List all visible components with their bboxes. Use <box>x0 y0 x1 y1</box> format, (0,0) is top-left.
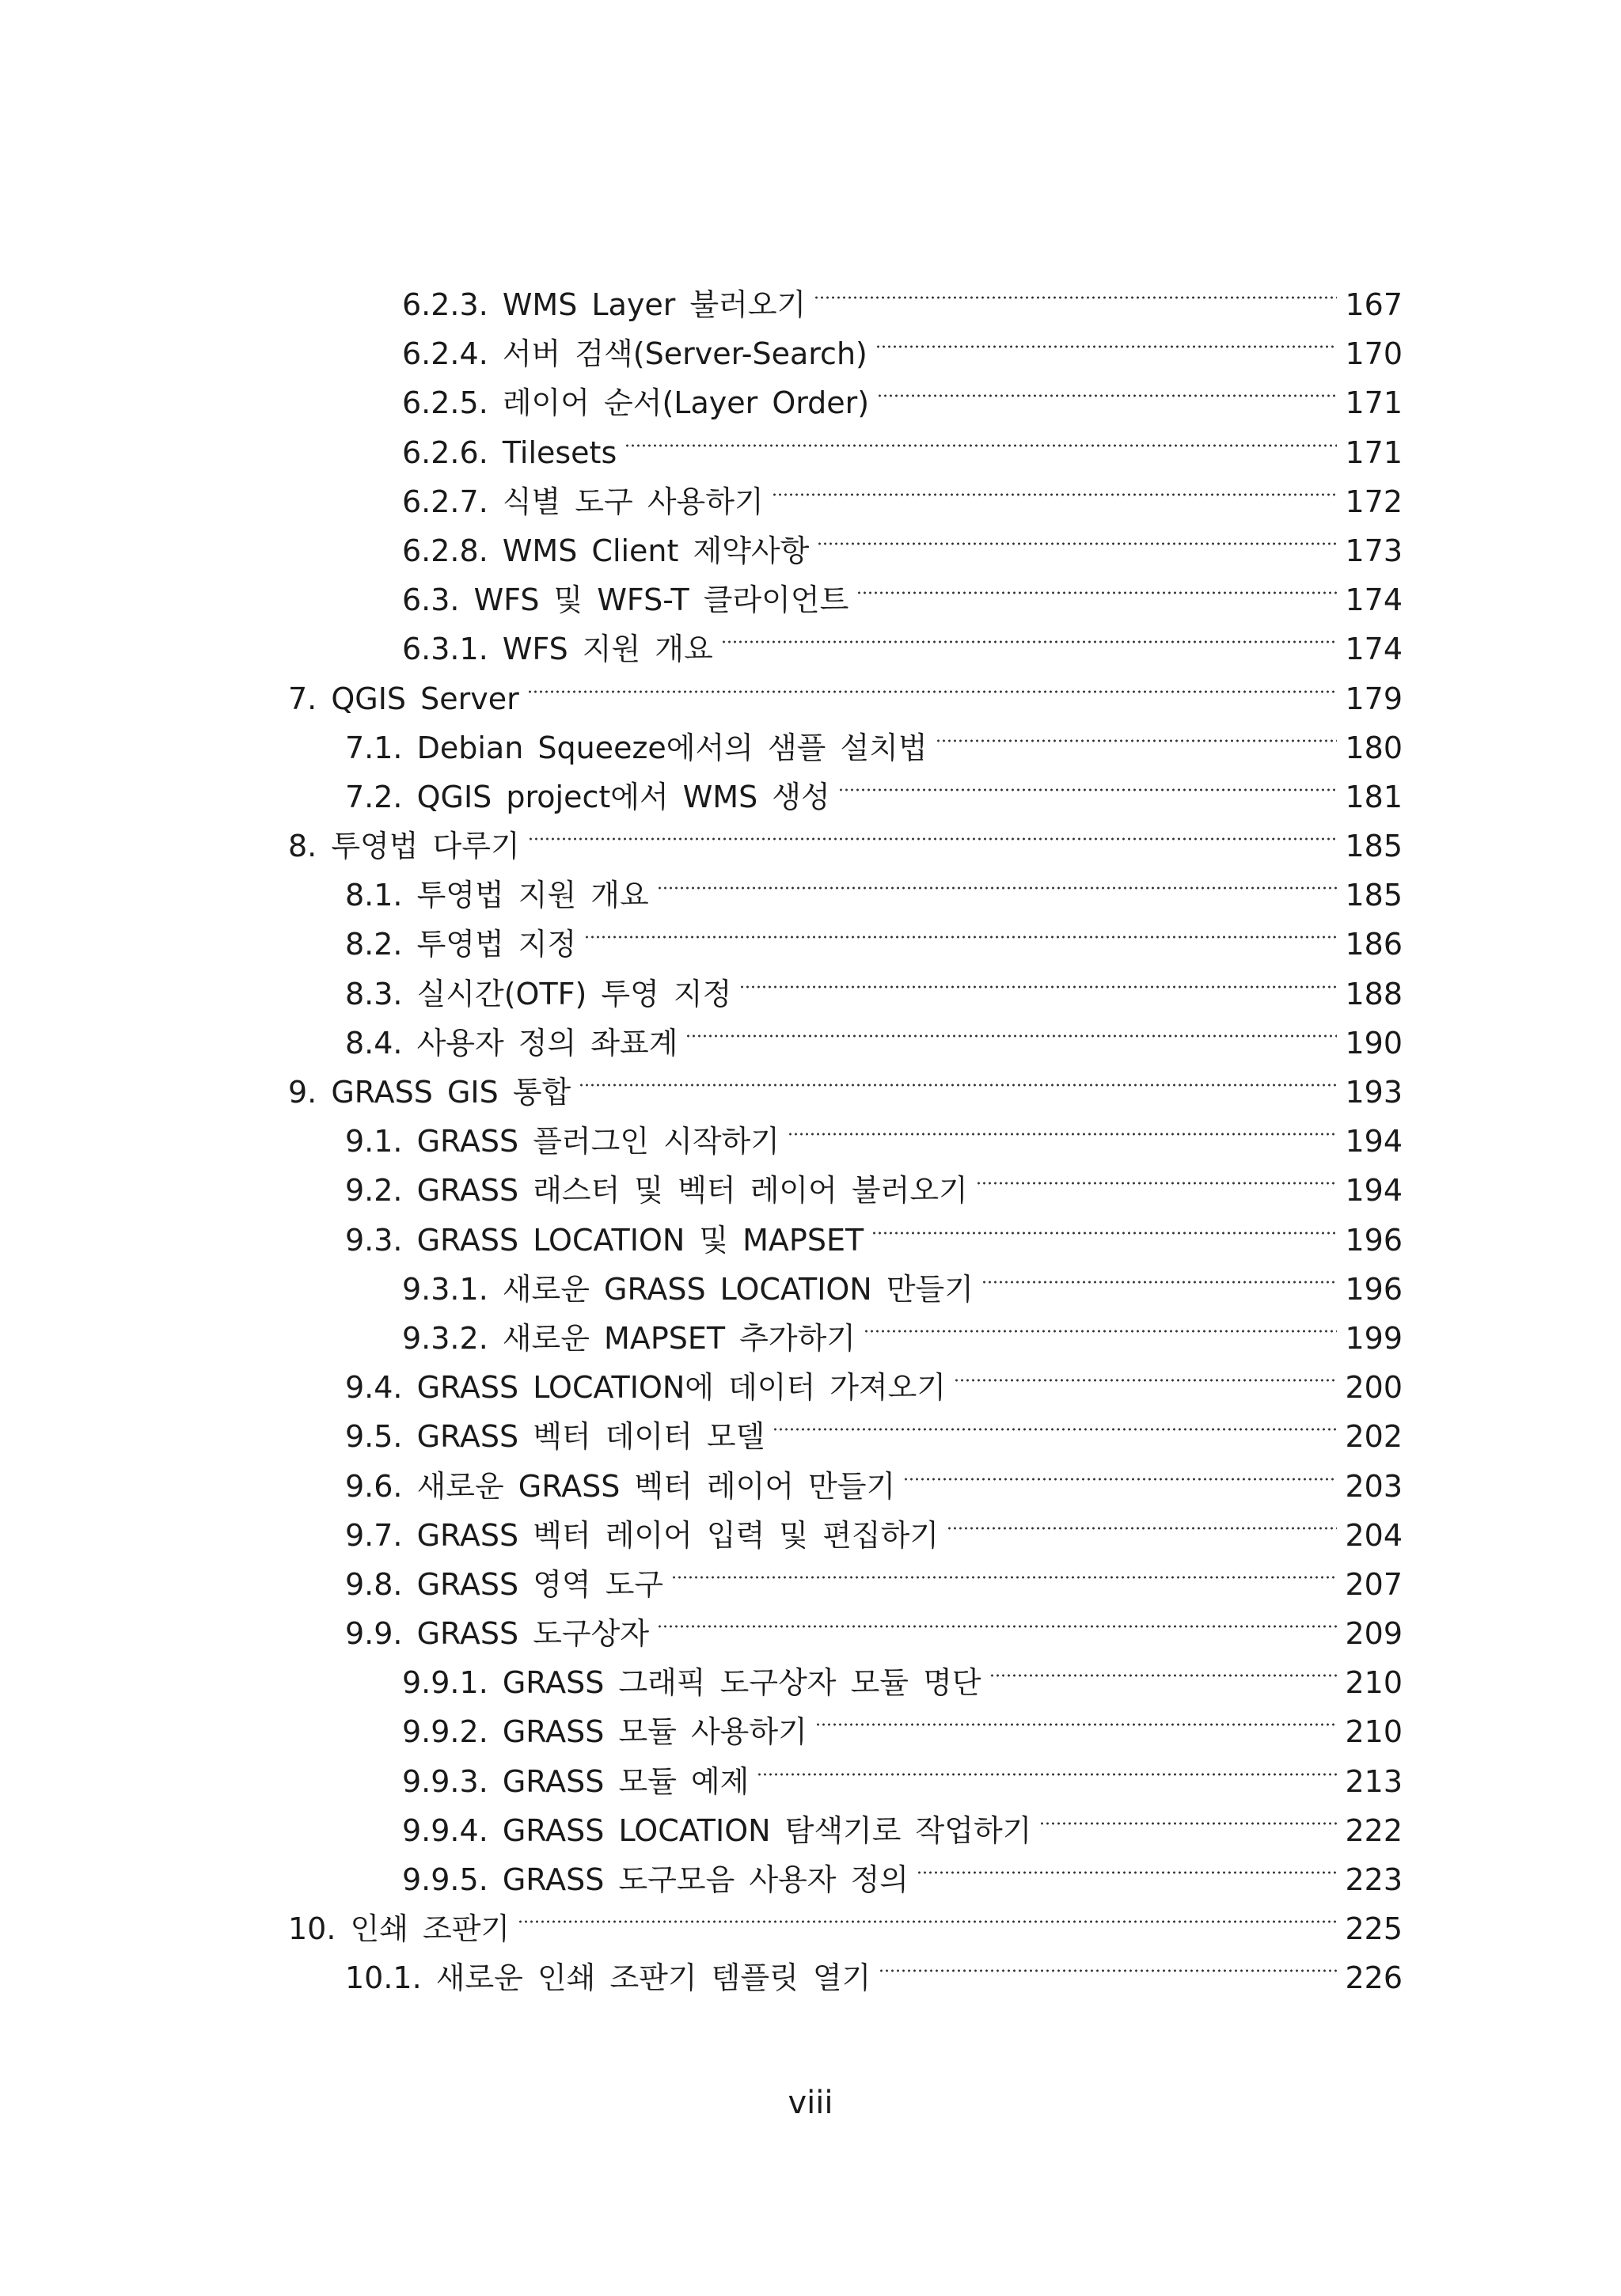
toc-entry[interactable] <box>0 414 1621 470</box>
toc-entry-page-number: 167 <box>1345 287 1403 322</box>
toc-entry-page-number: 179 <box>1345 681 1403 716</box>
toc-entry-page-number: 200 <box>1345 1370 1403 1406</box>
toc-entry-title: 6.3. WFS 및 WFS-T 클라이언트 <box>402 583 849 618</box>
toc-dot-leader <box>518 1890 1337 1939</box>
toc-dot-leader <box>788 1102 1338 1152</box>
toc-entry[interactable] <box>0 1890 1621 1947</box>
toc-dot-leader <box>856 561 1337 610</box>
toc-entry[interactable] <box>0 610 1621 667</box>
toc-entry-page-number: 199 <box>1345 1320 1403 1356</box>
toc-dot-leader <box>989 1644 1338 1693</box>
toc-entry-title: 9.9.3. GRASS 모듈 예제 <box>402 1763 750 1799</box>
toc-entry-page-number: 209 <box>1345 1616 1403 1652</box>
toc-entry[interactable] <box>0 1546 1621 1602</box>
toc-entry-page-number: 193 <box>1345 1075 1403 1110</box>
toc-entry[interactable] <box>0 1300 1621 1356</box>
toc-entry-page-number: 194 <box>1345 1173 1403 1209</box>
toc-entry[interactable] <box>0 512 1621 568</box>
toc-dot-leader <box>838 758 1338 807</box>
toc-entry-page-number: 180 <box>1345 730 1403 765</box>
toc-entry-title: 9.9.5. GRASS 도구모음 사용자 정의 <box>402 1862 909 1897</box>
toc-entry-page-number: 222 <box>1345 1812 1403 1848</box>
toc-entry-title: 9.8. GRASS 영역 도구 <box>345 1566 664 1602</box>
toc-dot-leader <box>579 1053 1337 1102</box>
toc-entry[interactable] <box>0 1102 1621 1159</box>
toc-entry-title: 8.2. 투영법 지정 <box>345 927 577 962</box>
toc-entry-page-number: 171 <box>1345 385 1403 421</box>
toc-entry-title: 7.1. Debian Squeeze에서의 샘플 설치법 <box>345 730 928 765</box>
toc-dot-leader <box>877 364 1337 413</box>
toc-entry[interactable] <box>0 1693 1621 1750</box>
toc-dot-leader <box>815 1693 1338 1742</box>
toc-entry[interactable] <box>0 561 1621 618</box>
toc-entry-page-number: 202 <box>1345 1419 1403 1455</box>
toc-entry[interactable] <box>0 709 1621 765</box>
toc-entry-title: 9.5. GRASS 벡터 데이터 모델 <box>345 1419 765 1455</box>
toc-entry-page-number: 210 <box>1345 1665 1403 1701</box>
toc-dot-leader <box>528 807 1338 856</box>
page-number: viii <box>788 2085 833 2121</box>
toc-dot-leader <box>976 1152 1338 1201</box>
toc-entry-page-number: 188 <box>1345 976 1403 1011</box>
toc-entry-page-number: 226 <box>1345 1960 1403 1996</box>
toc-entry[interactable] <box>0 758 1621 814</box>
toc-dot-leader <box>671 1546 1337 1595</box>
toc-entry[interactable] <box>0 1743 1621 1799</box>
toc-dot-leader <box>657 856 1338 905</box>
toc-entry-title: 6.2.4. 서버 검색(Server-Search) <box>402 336 867 372</box>
toc-entry[interactable] <box>0 1250 1621 1307</box>
toc-entry-title: 8.3. 실시간(OTF) 투영 지정 <box>345 976 732 1011</box>
toc-entry[interactable] <box>0 1595 1621 1652</box>
toc-entry-row <box>345 1939 1403 2002</box>
toc-entry-title: 9.9.4. GRASS LOCATION 탐색기로 작업하기 <box>402 1812 1032 1848</box>
toc-entry[interactable] <box>0 1792 1621 1848</box>
toc-dot-leader <box>527 660 1338 709</box>
toc-entry-page-number: 185 <box>1345 878 1403 913</box>
toc-entry-title: 9.9. GRASS 도구상자 <box>345 1616 650 1652</box>
toc-entry-title: 6.3.1. WFS 지원 개요 <box>402 632 713 667</box>
toc-entry[interactable] <box>0 807 1621 864</box>
toc-entry-page-number: 181 <box>1345 779 1403 814</box>
toc-dot-leader <box>871 1201 1337 1250</box>
toc-entry-title: 8.4. 사용자 정의 좌표계 <box>345 1025 678 1061</box>
toc-dot-leader <box>773 1398 1337 1447</box>
toc-entry-title: 9.6. 새로운 GRASS 벡터 레이어 만들기 <box>345 1468 896 1504</box>
toc-dot-leader <box>721 610 1338 659</box>
toc-entry-page-number: 186 <box>1345 927 1403 962</box>
toc-entry-title: 6.2.7. 식별 도구 사용하기 <box>402 484 764 519</box>
toc-dot-leader <box>936 709 1338 758</box>
toc-dot-leader <box>879 1939 1337 1988</box>
table-of-contents <box>0 266 1621 1996</box>
toc-dot-leader <box>947 1497 1337 1546</box>
toc-entry-page-number: 196 <box>1345 1222 1403 1258</box>
toc-dot-leader <box>917 1841 1337 1890</box>
toc-entry[interactable] <box>0 315 1621 372</box>
toc-dot-leader <box>814 266 1337 315</box>
toc-entry[interactable] <box>0 856 1621 913</box>
toc-entry-page-number: 213 <box>1345 1763 1403 1799</box>
toc-entry-page-number: 190 <box>1345 1025 1403 1061</box>
toc-entry-title: 6.2.8. WMS Client 제약사항 <box>402 533 810 568</box>
toc-entry-page-number: 223 <box>1345 1862 1403 1897</box>
toc-entry[interactable] <box>0 660 1621 716</box>
toc-entry[interactable] <box>0 364 1621 421</box>
toc-entry-title: 9. GRASS GIS 통합 <box>288 1075 571 1110</box>
toc-entry-title: 9.9.1. GRASS 그래픽 도구상자 모듈 명단 <box>402 1665 981 1701</box>
toc-entry-page-number: 172 <box>1345 484 1403 519</box>
toc-entry-page-number: 171 <box>1345 435 1403 470</box>
toc-dot-leader <box>981 1250 1338 1300</box>
toc-entry-title: 9.1. GRASS 플러그인 시작하기 <box>345 1124 780 1159</box>
toc-dot-leader <box>739 955 1337 1004</box>
toc-entry-title: 6.2.6. Tilesets <box>402 435 617 470</box>
toc-entry[interactable] <box>0 1201 1621 1258</box>
toc-entry-page-number: 185 <box>1345 829 1403 864</box>
toc-entry[interactable] <box>0 1349 1621 1406</box>
toc-dot-leader <box>903 1448 1337 1497</box>
toc-entry-page-number: 174 <box>1345 632 1403 667</box>
toc-entry-title: 9.3.2. 새로운 MAPSET 추가하기 <box>402 1320 856 1356</box>
toc-entry[interactable] <box>0 1398 1621 1455</box>
toc-entry[interactable] <box>0 955 1621 1011</box>
toc-entry[interactable] <box>0 1448 1621 1504</box>
toc-entry-title: 9.3. GRASS LOCATION 및 MAPSET <box>345 1222 864 1258</box>
toc-entry[interactable] <box>0 1644 1621 1701</box>
toc-dot-leader <box>954 1349 1337 1398</box>
toc-entry[interactable] <box>0 1841 1621 1897</box>
toc-dot-leader <box>772 463 1338 512</box>
toc-entry-title: 9.4. GRASS LOCATION에 데이터 가져오기 <box>345 1370 947 1406</box>
toc-entry-page-number: 207 <box>1345 1566 1403 1602</box>
toc-dot-leader <box>657 1595 1337 1644</box>
toc-entry-page-number: 225 <box>1345 1911 1403 1947</box>
toc-dot-leader <box>864 1300 1337 1349</box>
toc-entry-page-number: 174 <box>1345 583 1403 618</box>
toc-dot-leader <box>624 414 1337 463</box>
toc-entry-page-number: 203 <box>1345 1468 1403 1504</box>
toc-entry[interactable] <box>0 905 1621 962</box>
toc-entry-title: 7.2. QGIS project에서 WMS 생성 <box>345 779 830 814</box>
toc-entry[interactable] <box>0 266 1621 322</box>
toc-entry-title: 6.2.5. 레이어 순서(Layer Order) <box>402 385 870 421</box>
toc-entry[interactable] <box>0 1152 1621 1209</box>
toc-entry[interactable] <box>0 1004 1621 1061</box>
toc-entry-title: 10.1. 새로운 인쇄 조판기 템플릿 열기 <box>345 1960 871 1996</box>
toc-entry-title: 10. 인쇄 조판기 <box>288 1911 511 1947</box>
toc-entry-title: 9.3.1. 새로운 GRASS LOCATION 만들기 <box>402 1271 974 1307</box>
toc-entry-title: 6.2.3. WMS Layer 불러오기 <box>402 287 807 322</box>
toc-entry-title: 7. QGIS Server <box>288 681 519 716</box>
toc-dot-leader <box>584 905 1337 954</box>
toc-entry-page-number: 196 <box>1345 1271 1403 1307</box>
toc-entry[interactable] <box>0 1939 1621 1996</box>
toc-dot-leader <box>875 315 1338 364</box>
toc-entry[interactable] <box>0 1497 1621 1553</box>
toc-entry-title: 9.9.2. GRASS 모듈 사용하기 <box>402 1714 807 1750</box>
toc-entry-page-number: 194 <box>1345 1124 1403 1159</box>
toc-dot-leader <box>1039 1792 1337 1841</box>
toc-entry-page-number: 210 <box>1345 1714 1403 1750</box>
toc-dot-leader <box>685 1004 1337 1053</box>
toc-entry-title: 9.2. GRASS 래스터 및 벡터 레이어 불러오기 <box>345 1173 968 1209</box>
toc-dot-leader <box>757 1743 1337 1792</box>
toc-dot-leader <box>817 512 1337 561</box>
toc-entry-page-number: 170 <box>1345 336 1403 372</box>
toc-entry-page-number: 173 <box>1345 533 1403 568</box>
toc-entry-page-number: 204 <box>1345 1517 1403 1553</box>
toc-entry[interactable] <box>0 463 1621 519</box>
toc-entry-title: 8.1. 투영법 지원 개요 <box>345 878 649 913</box>
toc-entry[interactable] <box>0 1053 1621 1110</box>
toc-entry-title: 8. 투영법 다루기 <box>288 829 520 864</box>
toc-entry-title: 9.7. GRASS 벡터 레이어 입력 및 편집하기 <box>345 1517 940 1553</box>
